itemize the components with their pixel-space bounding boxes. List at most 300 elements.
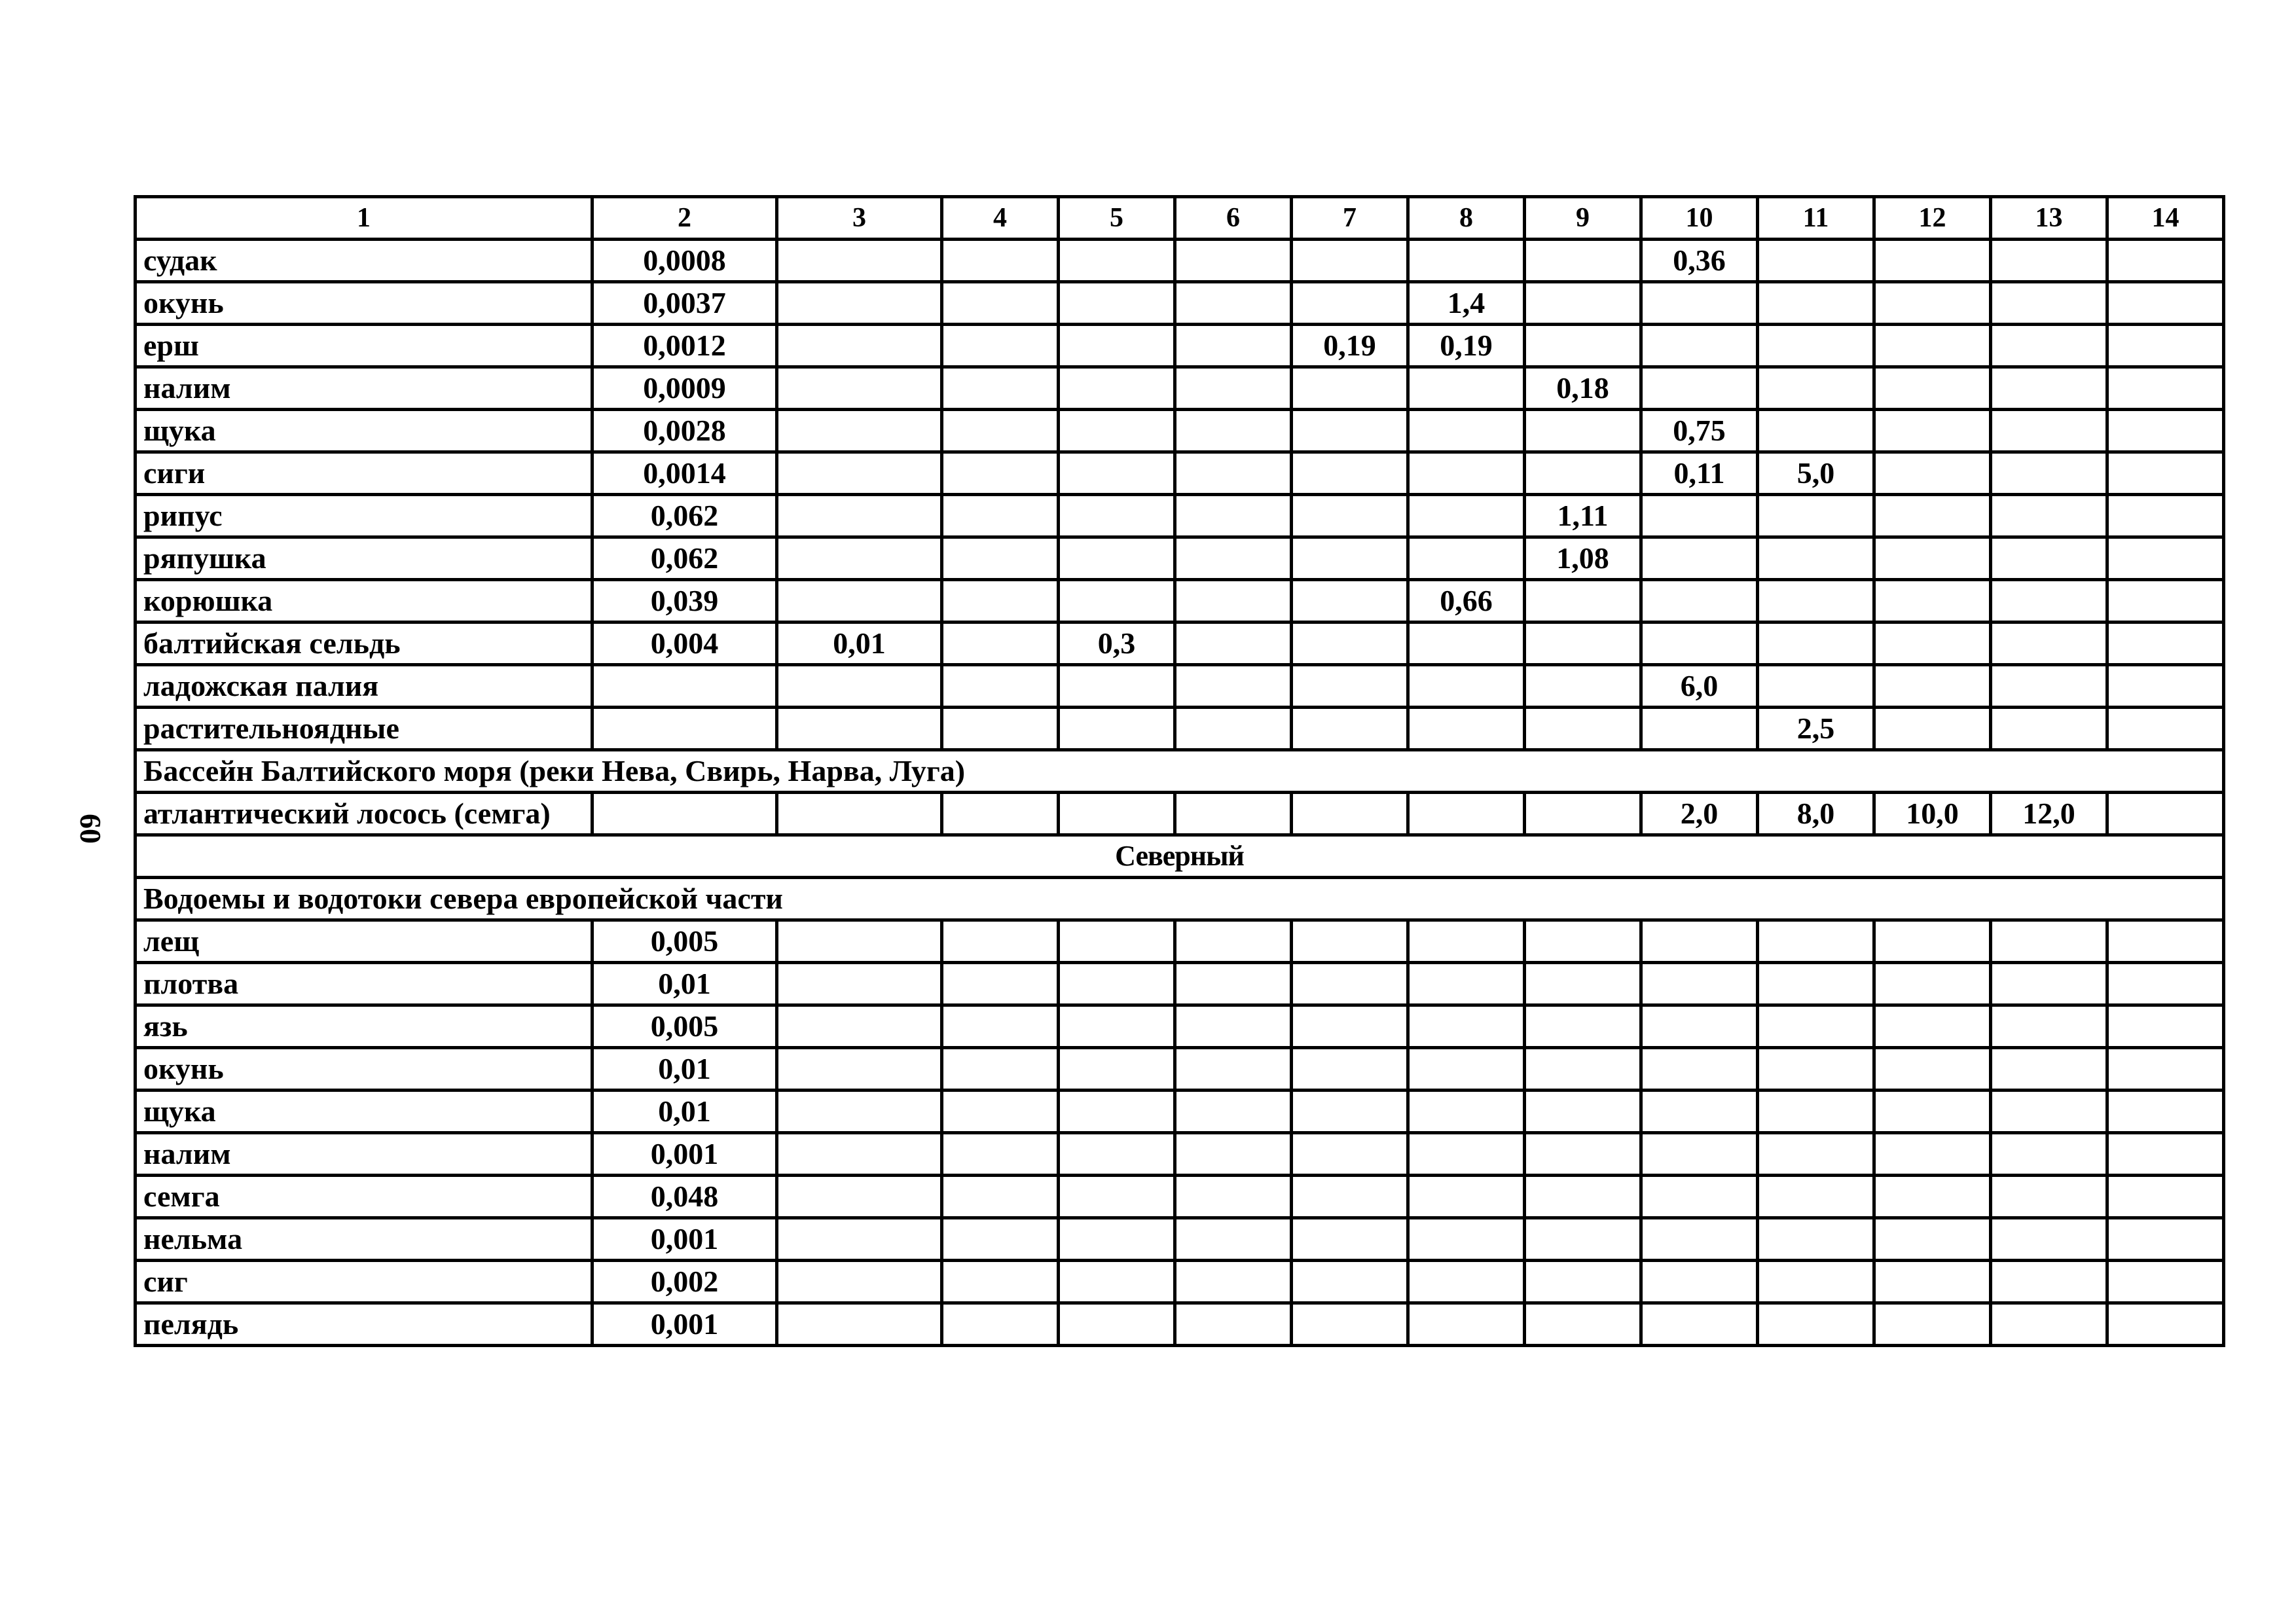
table-row <box>136 793 2224 835</box>
value-cell <box>942 240 1059 282</box>
value-cell <box>1292 623 1408 665</box>
table-row <box>136 580 2224 623</box>
value-cell <box>1874 623 1991 665</box>
table-row <box>136 1091 2224 1133</box>
value-cell <box>1874 325 1991 367</box>
species-name-cell: налим <box>136 1133 592 1176</box>
value-cell <box>1874 1176 1991 1218</box>
table-row <box>136 1048 2224 1091</box>
value-cell <box>1991 920 2107 963</box>
value-cell <box>1641 367 1758 410</box>
value-cell <box>1408 1133 1525 1176</box>
value-cell <box>1175 580 1292 623</box>
value-cell: 0,001 <box>592 1303 777 1346</box>
column-header: 4 <box>942 197 1059 240</box>
species-name-cell: налим <box>136 367 592 410</box>
value-cell <box>2107 240 2224 282</box>
value-cell <box>1874 665 1991 708</box>
value-cell: 1,4 <box>1408 282 1525 325</box>
value-cell <box>1991 623 2107 665</box>
value-cell <box>1292 537 1408 580</box>
value-cell <box>942 1133 1059 1176</box>
value-cell <box>1991 495 2107 537</box>
value-cell <box>1408 1218 1525 1261</box>
value-cell: 1,08 <box>1525 537 1641 580</box>
value-cell <box>1408 495 1525 537</box>
value-cell <box>1059 580 1175 623</box>
value-cell <box>2107 325 2224 367</box>
value-cell <box>1641 1091 1758 1133</box>
value-cell <box>1991 1133 2107 1176</box>
value-cell <box>1059 1048 1175 1091</box>
value-cell <box>1059 665 1175 708</box>
value-cell <box>1292 1303 1408 1346</box>
table-row <box>136 1005 2224 1048</box>
value-cell <box>2107 1218 2224 1261</box>
value-cell <box>1874 410 1991 452</box>
value-cell <box>777 1048 942 1091</box>
value-cell <box>1758 410 1874 452</box>
table-row <box>136 623 2224 665</box>
value-cell <box>1874 1133 1991 1176</box>
value-cell <box>1758 537 1874 580</box>
species-name-cell: сиг <box>136 1261 592 1303</box>
value-cell <box>1991 410 2107 452</box>
value-cell <box>1292 1218 1408 1261</box>
value-cell <box>2107 452 2224 495</box>
value-cell <box>1059 452 1175 495</box>
value-cell: 0,19 <box>1408 325 1525 367</box>
value-cell <box>1991 537 2107 580</box>
value-cell <box>1758 665 1874 708</box>
value-cell <box>1641 1005 1758 1048</box>
value-cell: 0,048 <box>592 1176 777 1218</box>
value-cell <box>1641 1176 1758 1218</box>
value-cell <box>1525 665 1641 708</box>
value-cell <box>1059 495 1175 537</box>
table-row <box>136 963 2224 1005</box>
value-cell <box>777 580 942 623</box>
table-row <box>136 367 2224 410</box>
value-cell <box>1408 1261 1525 1303</box>
value-cell: 1,11 <box>1525 495 1641 537</box>
value-cell <box>1059 1261 1175 1303</box>
value-cell <box>592 708 777 750</box>
value-cell <box>1525 452 1641 495</box>
value-cell <box>1525 1303 1641 1346</box>
value-cell <box>1874 920 1991 963</box>
value-cell <box>1292 410 1408 452</box>
value-cell <box>1874 452 1991 495</box>
column-header: 5 <box>1059 197 1175 240</box>
value-cell <box>1525 1218 1641 1261</box>
value-cell <box>1758 325 1874 367</box>
value-cell: 0,3 <box>1059 623 1175 665</box>
value-cell <box>1408 1048 1525 1091</box>
value-cell <box>777 282 942 325</box>
value-cell: 0,0014 <box>592 452 777 495</box>
value-cell: 0,01 <box>592 1091 777 1133</box>
value-cell <box>1991 1218 2107 1261</box>
value-cell <box>942 708 1059 750</box>
value-cell <box>1525 282 1641 325</box>
value-cell <box>1758 1218 1874 1261</box>
species-name-cell: корюшка <box>136 580 592 623</box>
value-cell <box>1874 1005 1991 1048</box>
table-row <box>136 1176 2224 1218</box>
value-cell: 0,66 <box>1408 580 1525 623</box>
value-cell <box>942 537 1059 580</box>
value-cell <box>1641 1261 1758 1303</box>
value-cell <box>1641 1303 1758 1346</box>
value-cell <box>1408 452 1525 495</box>
value-cell <box>777 1261 942 1303</box>
species-name-cell: атлантический лосось (семга) <box>136 793 592 835</box>
value-cell <box>942 325 1059 367</box>
value-cell <box>1991 963 2107 1005</box>
value-cell <box>1991 580 2107 623</box>
value-cell <box>1175 367 1292 410</box>
value-cell <box>1292 580 1408 623</box>
table-row <box>136 325 2224 367</box>
value-cell <box>1408 537 1525 580</box>
value-cell <box>1175 282 1292 325</box>
table-row <box>136 1133 2224 1176</box>
value-cell <box>1991 1005 2107 1048</box>
species-name-cell: щука <box>136 1091 592 1133</box>
column-header: 12 <box>1874 197 1991 240</box>
value-cell <box>1408 1176 1525 1218</box>
value-cell <box>1641 495 1758 537</box>
value-cell <box>2107 1176 2224 1218</box>
value-cell <box>942 623 1059 665</box>
value-cell <box>2107 665 2224 708</box>
value-cell <box>1641 623 1758 665</box>
value-cell <box>1758 1176 1874 1218</box>
table-row <box>136 1261 2224 1303</box>
value-cell: 0,062 <box>592 537 777 580</box>
value-cell <box>1758 1303 1874 1346</box>
value-cell <box>2107 920 2224 963</box>
value-cell <box>1758 282 1874 325</box>
value-cell <box>1874 1048 1991 1091</box>
value-cell: 2,0 <box>1641 793 1758 835</box>
species-name-cell: растительноядные <box>136 708 592 750</box>
value-cell <box>1408 1303 1525 1346</box>
value-cell <box>1175 1091 1292 1133</box>
value-cell <box>1175 1133 1292 1176</box>
value-cell <box>1758 963 1874 1005</box>
value-cell <box>777 495 942 537</box>
value-cell <box>2107 410 2224 452</box>
value-cell <box>1175 1048 1292 1091</box>
table-row <box>136 452 2224 495</box>
table-row <box>136 920 2224 963</box>
header-row <box>136 197 2224 240</box>
value-cell <box>1991 325 2107 367</box>
value-cell <box>1991 240 2107 282</box>
value-cell <box>1874 580 1991 623</box>
value-cell <box>1641 325 1758 367</box>
value-cell <box>1175 1261 1292 1303</box>
value-cell <box>1874 240 1991 282</box>
value-cell <box>1059 367 1175 410</box>
value-cell <box>1641 1133 1758 1176</box>
value-cell <box>1292 1261 1408 1303</box>
table-row <box>136 495 2224 537</box>
value-cell <box>592 793 777 835</box>
value-cell <box>1991 1091 2107 1133</box>
value-cell <box>2107 1133 2224 1176</box>
value-cell <box>1175 963 1292 1005</box>
value-cell: 0,001 <box>592 1218 777 1261</box>
value-cell <box>1175 708 1292 750</box>
value-cell <box>1059 537 1175 580</box>
value-cell <box>2107 1091 2224 1133</box>
value-cell: 6,0 <box>1641 665 1758 708</box>
value-cell <box>1059 793 1175 835</box>
value-cell <box>1408 410 1525 452</box>
value-cell <box>2107 793 2224 835</box>
value-cell: 0,001 <box>592 1133 777 1176</box>
value-cell <box>1641 580 1758 623</box>
value-cell <box>1408 920 1525 963</box>
value-cell: 0,002 <box>592 1261 777 1303</box>
value-cell <box>1758 1048 1874 1091</box>
species-name-cell: судак <box>136 240 592 282</box>
value-cell <box>2107 1303 2224 1346</box>
value-cell <box>1991 708 2107 750</box>
value-cell <box>1874 1261 1991 1303</box>
value-cell <box>1408 240 1525 282</box>
value-cell <box>1758 495 1874 537</box>
value-cell: 0,18 <box>1525 367 1641 410</box>
species-name-cell: нельма <box>136 1218 592 1261</box>
value-cell <box>1059 1091 1175 1133</box>
value-cell <box>1059 1303 1175 1346</box>
value-cell <box>1408 1091 1525 1133</box>
value-cell <box>1292 1005 1408 1048</box>
section-row <box>136 878 2224 920</box>
value-cell <box>1758 367 1874 410</box>
value-cell <box>1408 963 1525 1005</box>
value-cell <box>1758 1133 1874 1176</box>
value-cell <box>1175 1303 1292 1346</box>
value-cell <box>942 1048 1059 1091</box>
column-header: 3 <box>777 197 942 240</box>
value-cell <box>1292 1176 1408 1218</box>
value-cell <box>1175 920 1292 963</box>
section-row <box>136 750 2224 793</box>
table-row <box>136 1303 2224 1346</box>
column-header: 10 <box>1641 197 1758 240</box>
value-cell <box>777 410 942 452</box>
value-cell <box>1292 1091 1408 1133</box>
value-cell <box>1641 708 1758 750</box>
value-cell <box>1525 325 1641 367</box>
value-cell <box>1874 1303 1991 1346</box>
fish-data-table <box>134 195 2225 1347</box>
value-cell <box>1408 1005 1525 1048</box>
value-cell: 8,0 <box>1758 793 1874 835</box>
value-cell <box>1292 1048 1408 1091</box>
value-cell <box>1991 452 2107 495</box>
value-cell <box>1641 963 1758 1005</box>
value-cell <box>1175 793 1292 835</box>
column-header: 11 <box>1758 197 1874 240</box>
value-cell <box>1641 282 1758 325</box>
value-cell <box>942 1176 1059 1218</box>
species-name-cell: ерш <box>136 325 592 367</box>
species-name-cell: лещ <box>136 920 592 963</box>
table-row <box>136 708 2224 750</box>
value-cell <box>2107 367 2224 410</box>
value-cell <box>777 452 942 495</box>
value-cell: 0,039 <box>592 580 777 623</box>
value-cell: 0,0037 <box>592 282 777 325</box>
value-cell <box>2107 580 2224 623</box>
value-cell <box>1525 1091 1641 1133</box>
species-name-cell: балтийская сельдь <box>136 623 592 665</box>
value-cell <box>1874 282 1991 325</box>
value-cell <box>1175 452 1292 495</box>
value-cell <box>1991 1048 2107 1091</box>
value-cell: 0,0028 <box>592 410 777 452</box>
value-cell <box>777 1176 942 1218</box>
value-cell: 0,01 <box>592 963 777 1005</box>
value-cell <box>1292 367 1408 410</box>
value-cell <box>1292 282 1408 325</box>
value-cell <box>1758 580 1874 623</box>
value-cell <box>1175 240 1292 282</box>
value-cell <box>777 793 942 835</box>
value-cell <box>942 920 1059 963</box>
value-cell <box>1991 367 2107 410</box>
value-cell <box>2107 963 2224 1005</box>
value-cell <box>1525 410 1641 452</box>
value-cell <box>1175 410 1292 452</box>
value-cell <box>777 1005 942 1048</box>
value-cell <box>1525 580 1641 623</box>
value-cell <box>1408 623 1525 665</box>
column-header: 7 <box>1292 197 1408 240</box>
value-cell <box>1292 793 1408 835</box>
value-cell <box>1525 1048 1641 1091</box>
column-header: 2 <box>592 197 777 240</box>
value-cell <box>1525 963 1641 1005</box>
value-cell <box>1175 325 1292 367</box>
value-cell <box>777 1091 942 1133</box>
value-cell <box>942 793 1059 835</box>
value-cell <box>1292 665 1408 708</box>
value-cell <box>1059 1005 1175 1048</box>
value-cell <box>777 920 942 963</box>
value-cell <box>1991 1303 2107 1346</box>
value-cell <box>1874 537 1991 580</box>
value-cell <box>1059 282 1175 325</box>
value-cell <box>1758 623 1874 665</box>
value-cell <box>1292 920 1408 963</box>
column-header: 9 <box>1525 197 1641 240</box>
region-heading: Северный <box>136 835 2224 878</box>
value-cell <box>1292 495 1408 537</box>
species-name-cell: рипус <box>136 495 592 537</box>
species-name-cell: окунь <box>136 1048 592 1091</box>
value-cell <box>1408 665 1525 708</box>
value-cell <box>1175 537 1292 580</box>
value-cell <box>777 367 942 410</box>
column-header: 13 <box>1991 197 2107 240</box>
value-cell <box>942 282 1059 325</box>
value-cell <box>1292 1133 1408 1176</box>
value-cell <box>777 325 942 367</box>
value-cell <box>1292 963 1408 1005</box>
value-cell <box>2107 708 2224 750</box>
value-cell <box>1059 708 1175 750</box>
value-cell <box>1758 240 1874 282</box>
value-cell <box>2107 537 2224 580</box>
value-cell: 0,75 <box>1641 410 1758 452</box>
value-cell <box>942 1091 1059 1133</box>
value-cell <box>1641 1218 1758 1261</box>
value-cell <box>1059 410 1175 452</box>
value-cell <box>942 367 1059 410</box>
value-cell: 0,36 <box>1641 240 1758 282</box>
value-cell <box>1525 920 1641 963</box>
value-cell <box>1758 920 1874 963</box>
value-cell <box>2107 1005 2224 1048</box>
value-cell <box>777 665 942 708</box>
value-cell <box>1175 1176 1292 1218</box>
value-cell <box>1758 1091 1874 1133</box>
value-cell: 0,01 <box>777 623 942 665</box>
value-cell <box>1292 452 1408 495</box>
value-cell: 10,0 <box>1874 793 1991 835</box>
table-row <box>136 240 2224 282</box>
value-cell <box>1758 1261 1874 1303</box>
value-cell <box>942 1005 1059 1048</box>
value-cell <box>1292 708 1408 750</box>
species-name-cell: пелядь <box>136 1303 592 1346</box>
value-cell <box>1991 1176 2107 1218</box>
value-cell: 12,0 <box>1991 793 2107 835</box>
table-row <box>136 410 2224 452</box>
species-name-cell: семга <box>136 1176 592 1218</box>
value-cell: 2,5 <box>1758 708 1874 750</box>
value-cell <box>1874 367 1991 410</box>
column-header: 14 <box>2107 197 2224 240</box>
value-cell <box>2107 282 2224 325</box>
value-cell: 0,004 <box>592 623 777 665</box>
value-cell <box>2107 1048 2224 1091</box>
value-cell <box>777 537 942 580</box>
page-number: 60 <box>74 814 107 844</box>
section-heading: Бассейн Балтийского моря (реки Нева, Свирь, Нарва, Луга) <box>136 750 2224 793</box>
value-cell <box>1641 920 1758 963</box>
value-cell <box>1059 325 1175 367</box>
value-cell <box>1059 1218 1175 1261</box>
value-cell <box>1059 1133 1175 1176</box>
table-row <box>136 537 2224 580</box>
value-cell <box>1991 282 2107 325</box>
value-cell <box>1292 240 1408 282</box>
value-cell <box>1059 920 1175 963</box>
value-cell <box>1175 623 1292 665</box>
value-cell: 0,0008 <box>592 240 777 282</box>
value-cell <box>777 1133 942 1176</box>
value-cell <box>777 963 942 1005</box>
value-cell <box>942 963 1059 1005</box>
